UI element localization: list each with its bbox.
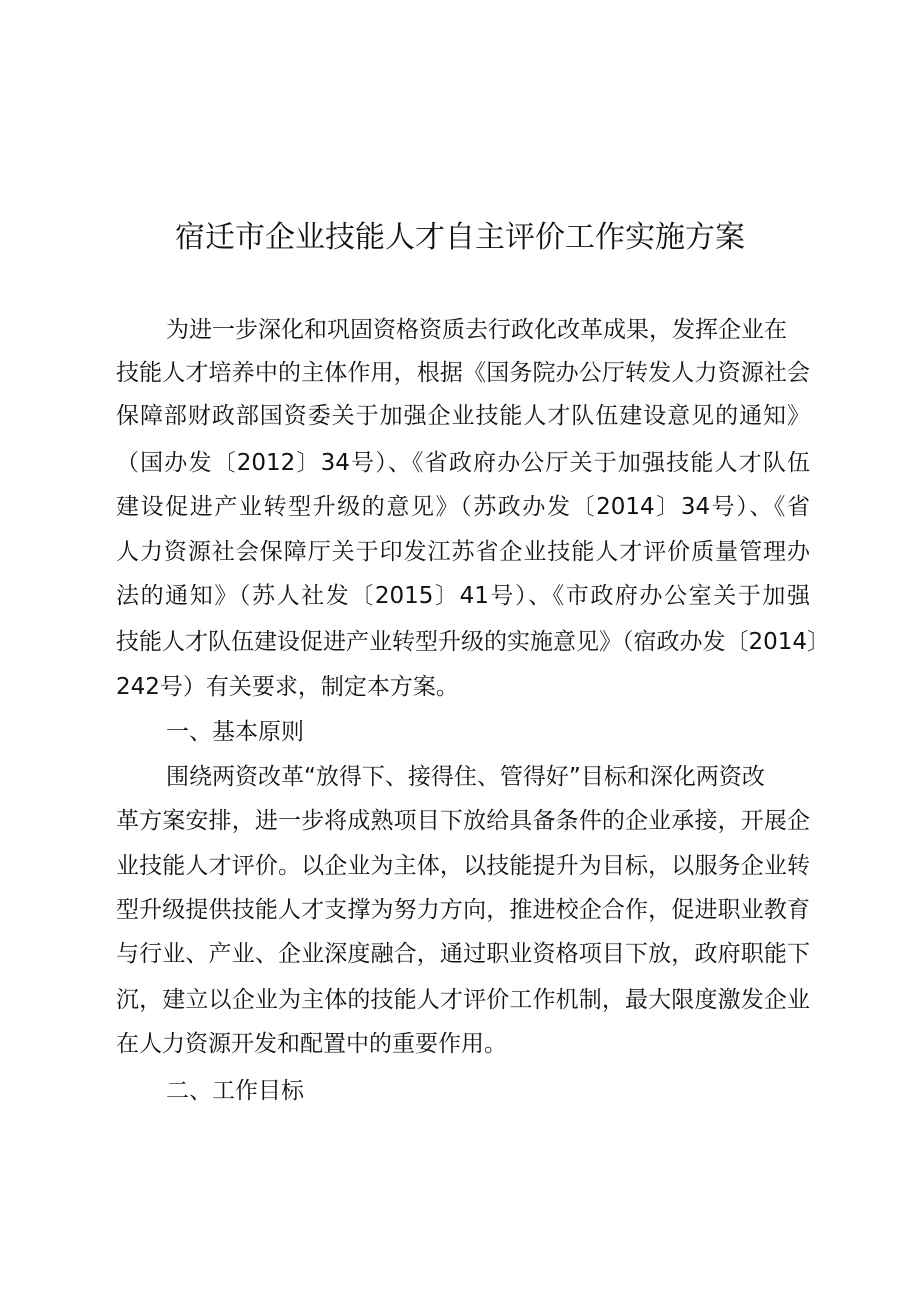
intro-line-7: 法的通知》（苏人社发〔2015〕41号）、《市政府办公室关于加强 [116,583,810,609]
principles-line-6: 沉，建立以企业为主体的技能人才评价工作机制，最大限度激发企业 [116,987,810,1013]
principles-line-3: 业技能人才评价。以企业为主体，以技能提升为目标，以服务企业转 [116,853,810,879]
section-heading-goals: 二、工作目标 [166,1078,304,1104]
intro-line-3: 保障部财政部国资委关于加强企业技能人才队伍建设意见的通知》 [116,403,810,429]
principles-line-5: 与行业、产业、企业深度融合，通过职业资格项目下放，政府职能下 [116,941,810,967]
principles-line-2: 革方案安排，进一步将成熟项目下放给具备条件的企业承接，开展企 [116,808,810,834]
intro-line-2: 技能人才培养中的主体作用，根据《国务院办公厅转发人力资源社会 [116,360,810,386]
intro-line-6: 人力资源社会保障厅关于印发江苏省企业技能人才评价质量管理办 [116,539,810,565]
intro-line-5: 建设促进产业转型升级的意见》（苏政办发〔2014〕34号）、《省 [116,494,810,520]
intro-line-4: （国办发〔2012〕34号）、《省政府办公厅关于加强技能人才队伍 [116,450,810,476]
intro-line-8: 技能人才队伍建设促进产业转型升级的实施意见》（宿政办发〔2014〕 [116,629,831,655]
section-heading-principles: 一、基本原则 [166,719,304,745]
intro-line-9: 242号）有关要求，制定本方案。 [116,674,459,700]
principles-line-7: 在人力资源开发和配置中的重要作用。 [116,1031,507,1057]
principles-line-1: 围绕两资改革“放得下、接得住、管得好”目标和深化两资改 [166,764,765,790]
intro-line-1: 为进一步深化和巩固资格资质去行政化改革成果，发挥企业在 [166,317,787,343]
principles-line-4: 型升级提供技能人才支撑为努力方向，推进校企合作，促进职业教育 [116,897,810,923]
document-title: 宿迁市企业技能人才自主评价工作实施方案 [175,220,745,255]
